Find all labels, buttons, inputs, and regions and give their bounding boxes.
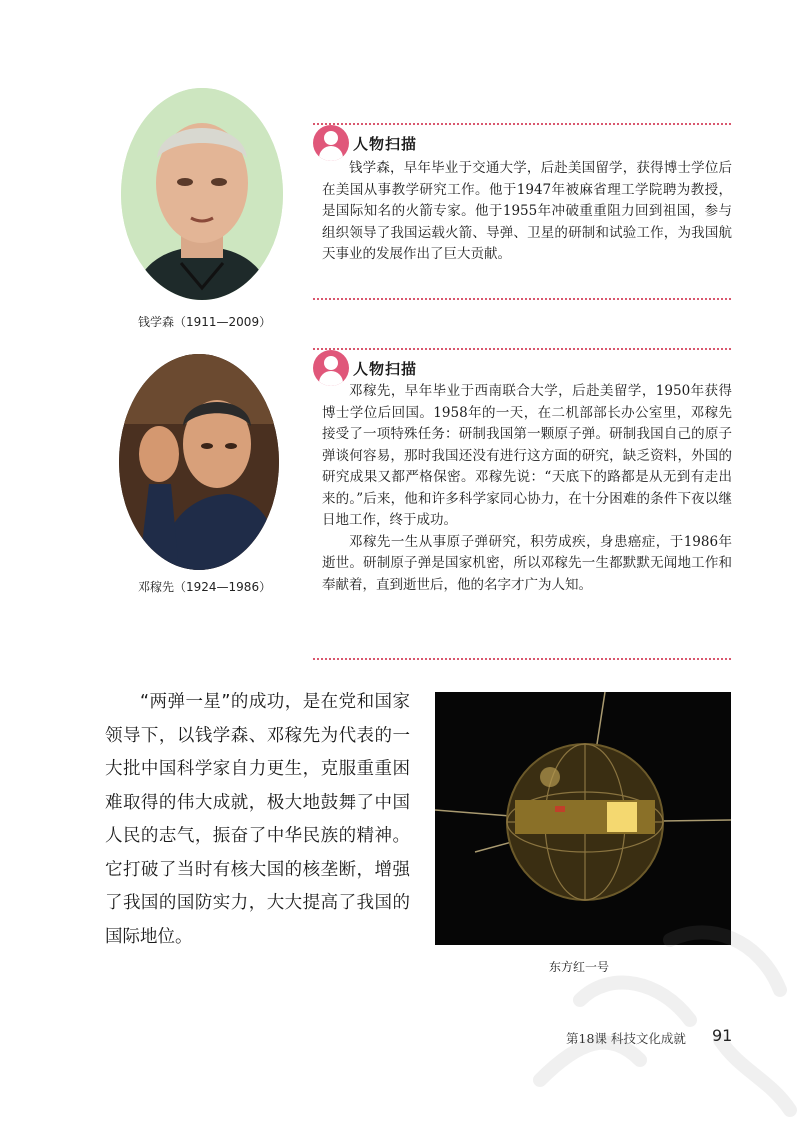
portrait-qian-xuesen: [121, 88, 283, 300]
profile-paragraph: 邓稼先，早年毕业于西南联合大学，后赴美留学，1950年获得博士学位后回国。1958年的一天，在二机部部长办公室里，邓稼先接受了一项特殊任务：研制我国第一颗原子弹。研制我国自己的原子弹谈何容易，那时我国还没有进行这方面的研究，缺乏资料，外国的研究成果又都严格保密。邓稼先说：“天底下的路都是从无到有走出来的。”后来，他和许多科学家同心协力，在十分困难的条件下夜以继日地工作，终于成功。: [322, 383, 732, 528]
page-number: 91: [712, 1026, 733, 1045]
profile-title: 人物扫描: [353, 359, 418, 378]
profile-body: [322, 158, 732, 266]
watermark: [520, 880, 800, 1130]
main-paragraph: [105, 686, 410, 954]
person-icon: [313, 125, 349, 161]
profile-title: 人物扫描: [353, 134, 418, 153]
image-caption: 东方红一号: [549, 960, 610, 974]
portrait-caption: 邓稼先（1924—1986）: [138, 580, 272, 594]
profile-paragraph: 邓稼先一生从事原子弹研究，积劳成疾，身患癌症，于1986年逝世。研制原子弹是国家机密，所以邓稼先一生都默默无闻地工作和奉献着，直到逝世后，他的名字才广为人知。: [322, 533, 732, 593]
portrait-caption: 钱学森（1911—2009）: [138, 315, 272, 329]
profile-body: [322, 381, 732, 596]
profile-header: [313, 125, 417, 161]
divider: [313, 658, 731, 660]
body-text: “两弹一星”的成功，是在党和国家领导下，以钱学森、邓稼先为代表的一大批中国科学家自力更生，克服重重困难取得的伟大成就，极大地鼓舞了中国人民的志气，振奋了中华民族的精神。它打破了当时有核大国的核垄断，增强了我国的国防实力，大大提高了我国的国际地位。: [105, 692, 410, 947]
footer-lesson: 第18课 科技文化成就: [566, 1031, 686, 1046]
divider: [313, 298, 731, 300]
portrait-deng-jiaxian: [119, 354, 279, 570]
profile-paragraph: 钱学森，早年毕业于交通大学，后赴美国留学，获得博士学位后在美国从事教学研究工作。他于1947年被麻省理工学院聘为教授，是国际知名的火箭专家。他于1955年冲破重重阻力回到祖国，参与组织领导了我国运载火箭、导弹、卫星的研制和试验工作，为我国航天事业的发展作出了巨大贡献。: [322, 160, 732, 262]
